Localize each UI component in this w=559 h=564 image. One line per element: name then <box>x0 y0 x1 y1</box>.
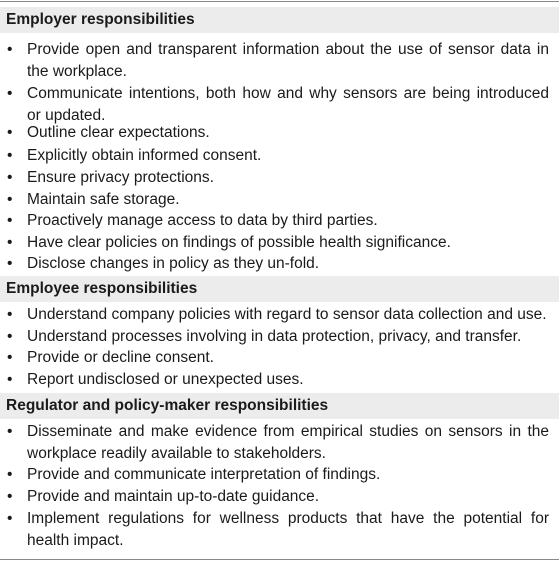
bullet-icon: • <box>7 85 13 102</box>
list-item-text: Provide and communicate interpretation of findings. <box>27 466 381 483</box>
section-heading: Employer responsibilities <box>6 11 195 28</box>
list-item-text: Implement regulations for wellness products that have the potential for health impact. <box>27 510 549 549</box>
table-bottom-rule <box>0 559 559 560</box>
bullet-icon: • <box>7 306 13 323</box>
bullet-icon: • <box>7 371 13 388</box>
list-item-text: Proactively manage access to data by third parties. <box>27 212 378 229</box>
list-item-text: Report undisclosed or unexpected uses. <box>27 371 304 388</box>
bullet-icon: • <box>7 41 13 58</box>
section-header-employer <box>0 7 559 33</box>
list-item-text: Communicate intentions, both how and why sensors are being introduced or updated. <box>27 85 549 124</box>
list-item-text: Provide open and transparent information about the use of sensor data in the workplace. <box>27 41 549 80</box>
bullet-icon: • <box>7 423 13 440</box>
list-item-text: Maintain safe storage. <box>27 191 180 208</box>
section-heading: Employee responsibilities <box>6 280 198 297</box>
list-item-text: Outline clear expectations. <box>27 124 210 141</box>
bullet-icon: • <box>7 234 13 251</box>
bullet-icon: • <box>7 466 13 483</box>
list-item-text: Disseminate and make evidence from empirical studies on sensors in the workplace readily available to stakeholders. <box>27 423 549 462</box>
list-item-text: Explicitly obtain informed consent. <box>27 147 262 164</box>
section-heading: Regulator and policy-maker responsibilities <box>6 397 329 414</box>
section-header-employee <box>0 276 559 302</box>
bullet-icon: • <box>7 212 13 229</box>
list-item-text: Understand processes involving in data protection, privacy, and transfer. <box>27 328 522 345</box>
bullet-icon: • <box>7 349 13 366</box>
list-item-text: Understand company policies with regard to sensor data collection and use. <box>27 306 547 323</box>
list-item-text: Have clear policies on findings of possible health significance. <box>27 234 451 251</box>
table-top-rule <box>0 1 559 2</box>
bullet-icon: • <box>7 191 13 208</box>
list-item-text: Provide and maintain up-to-date guidance. <box>27 488 320 505</box>
bullet-icon: • <box>7 510 13 527</box>
list-item-text: Disclose changes in policy as they un-fold. <box>27 255 320 272</box>
bullet-icon: • <box>7 488 13 505</box>
bullet-icon: • <box>7 255 13 272</box>
bullet-icon: • <box>7 124 13 141</box>
bullet-icon: • <box>7 328 13 345</box>
bullet-icon: • <box>7 147 13 164</box>
section-header-regulator <box>0 393 559 419</box>
list-item-text: Provide or decline consent. <box>27 349 214 366</box>
bullet-icon: • <box>7 169 13 186</box>
list-item-text: Ensure privacy protections. <box>27 169 214 186</box>
